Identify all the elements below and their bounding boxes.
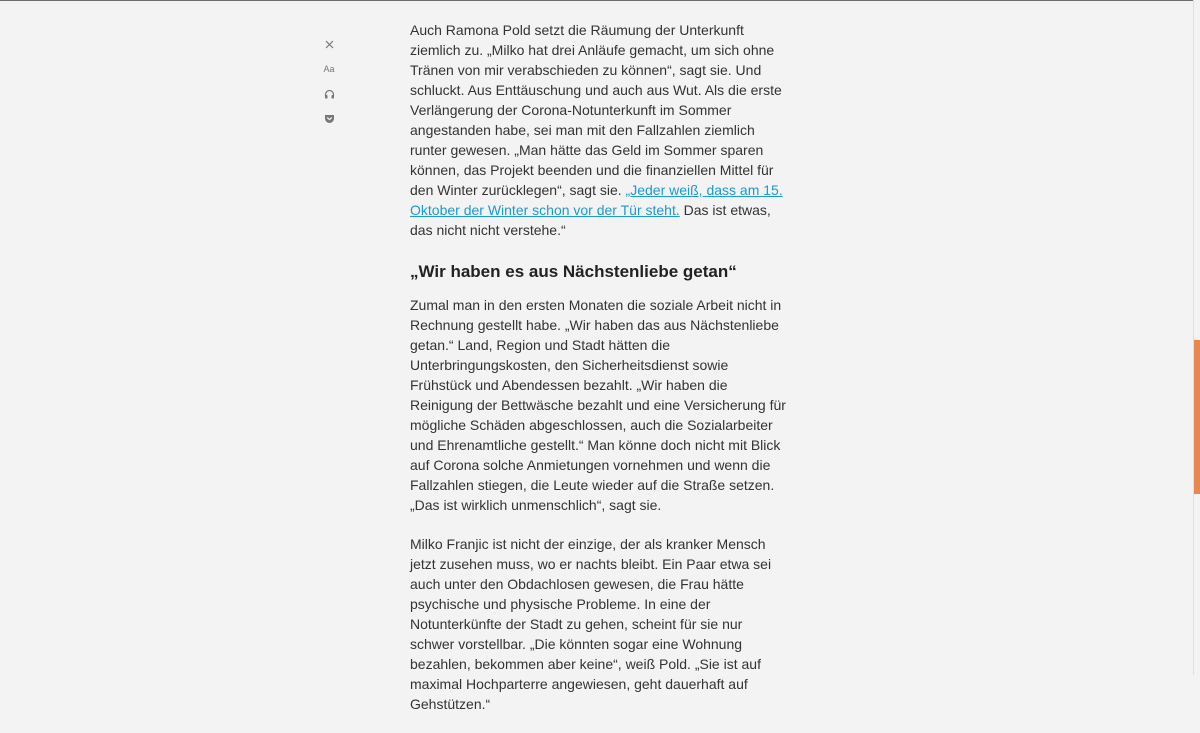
- paragraph-text-continued: Das ist etwas, das nicht nicht verstehe.“: [410, 202, 771, 238]
- article-paragraph: Zumal man in den ersten Monaten die soziale Arbeit nicht in Rechnung gestellt habe. „Wir haben das aus Nächstenliebe getan.“ Land, Region und Stadt hätten die Unterbringungskosten, den Sicherheitsdienst sowie Frühstück und Abendessen bezahlt. „Wir haben die Reinigung der Bettwäsche bezahlt und eine Versicherung für mögliche Schäden abgeschlossen, auch die Sozialarbeiter und Ehrenamtliche gestellt.“ Man könne doch nicht mit Blick auf Corona solche Anmietungen vornehmen und wenn die Fallzahlen stiegen, die Leute wieder auf die Straße setzen. „Das ist wirklich unmenschlich“, sagt sie.: [410, 297, 786, 513]
- text-size-label: Aa: [323, 64, 335, 74]
- article-body: [410, 20, 790, 733]
- window-top-border: [0, 0, 1193, 1]
- close-icon: [325, 40, 334, 49]
- close-button[interactable]: [319, 34, 339, 54]
- pocket-icon: [324, 114, 335, 124]
- reader-toolbar: [319, 34, 339, 134]
- paragraph-text: Auch Ramona Pold setzt die Räumung der Unterkunft ziemlich zu. „Milko hat drei Anläufe gemacht, um sich ohne Tränen von mir verabschieden zu können“, sagt sie. Und schluckt. Aus Enttäuschung und auch aus Wut. Als die erste Verlängerung der Corona-Notunterkunft im Sommer angestanden habe, sei man mit den Fallzahlen ziemlich runter gewesen. „Man hätte das Geld im Sommer sparen können, das Projekt beenden und die finanziellen Mittel für den Winter zurücklegen“, sagt sie.: [410, 22, 782, 198]
- scrollbar-thumb[interactable]: [1194, 340, 1200, 494]
- headphones-icon: [324, 89, 335, 99]
- scrollbar[interactable]: [1193, 0, 1200, 675]
- section-heading: „Wir haben es aus Nächstenliebe getan“: [410, 262, 737, 281]
- listen-button[interactable]: [319, 84, 339, 104]
- save-to-pocket-button[interactable]: [319, 109, 339, 129]
- text-size-button[interactable]: [319, 59, 339, 79]
- article-paragraph: Milko Franjic ist nicht der einzige, der als kranker Mensch jetzt zusehen muss, wo er nachts bleibt. Ein Paar etwa sei auch unter den Obdachlosen gewesen, die Frau hätte psychische und physische Probleme. In eine der Notunterkünfte der Stadt zu gehen, scheint für sie nur schwer vorstellbar. „Die könnten sogar eine Wohnung bezahlen, bekommen aber keine“, weiß Pold. „Sie ist auf maximal Hochparterre angewiesen, geht dauerhaft auf Gehstützen.“: [410, 536, 772, 712]
- article-link[interactable]: „Jeder weiß, dass am 15. Oktober der Winter schon vor der Tür steht.: [410, 182, 783, 218]
- article-paragraph: [410, 20, 790, 240]
